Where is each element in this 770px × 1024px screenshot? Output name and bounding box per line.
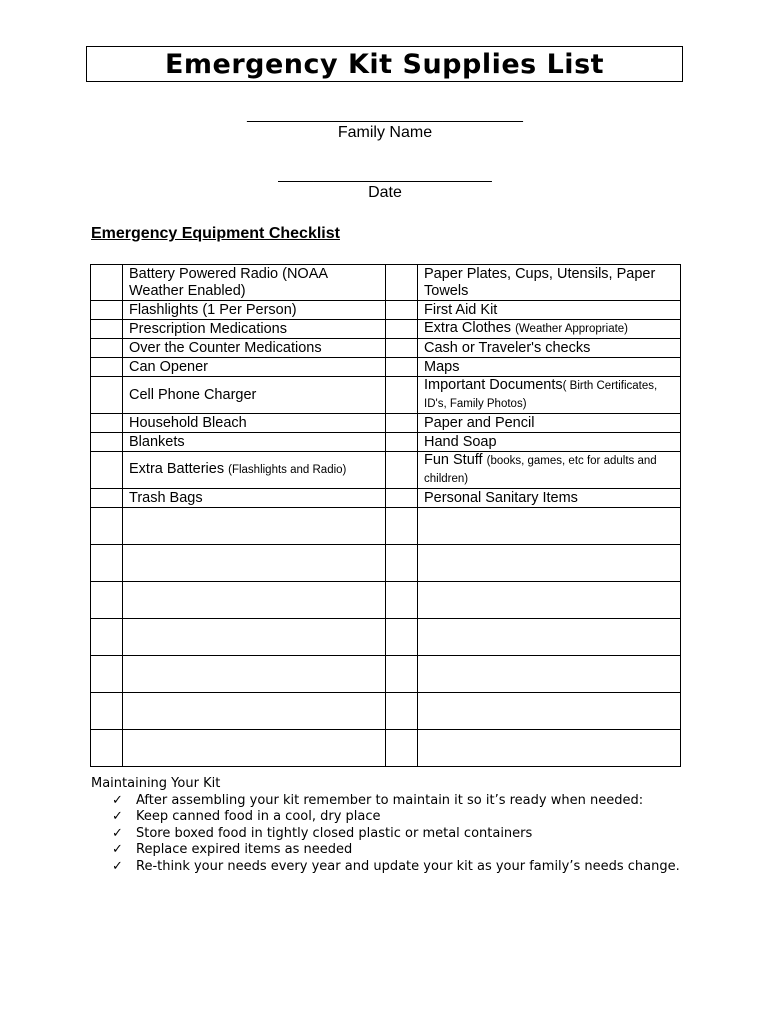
blank-item-cell[interactable] [418,582,681,619]
checkbox-cell[interactable] [386,320,418,339]
checkbox-cell[interactable] [386,619,418,656]
item-label: Trash Bags [129,489,203,506]
checkbox-cell[interactable] [91,301,123,320]
checkbox-cell[interactable] [91,358,123,377]
item-label: Flashlights (1 Per Person) [129,301,297,318]
item-cell [418,377,681,414]
list-item-text: Keep canned food in a cool, dry place [136,809,381,825]
equipment-checklist-table [90,264,681,767]
check-icon: ✓ [112,825,123,841]
item-label: Battery Powered Radio (NOAA Weather Enabled) [129,265,328,299]
item-label: Cell Phone Charger [129,386,257,403]
table-row [91,433,681,452]
page-title: Emergency Kit Supplies List [86,46,683,82]
item-label: Extra Clothes [424,320,516,336]
table-row [91,301,681,320]
maintaining-heading: Maintaining Your Kit [91,776,221,791]
item-label: Prescription Medications [129,320,287,337]
blank-item-cell[interactable] [123,619,386,656]
checkbox-cell[interactable] [91,730,123,767]
checkbox-cell[interactable] [386,452,418,489]
date-label: Date [368,184,402,201]
checkbox-cell[interactable] [386,693,418,730]
item-label: Paper and Pencil [424,414,535,431]
list-item-text: Replace expired items as needed [136,842,353,858]
item-label: Blankets [129,433,185,450]
item-label: Extra Batteries [129,461,229,477]
item-cell [123,433,386,452]
checkbox-cell[interactable] [386,730,418,767]
checklist-heading: Emergency Equipment Checklist [91,225,340,242]
maintaining-list [91,793,731,876]
item-note: ( Birth Certificates, ID's, Family Photos) [424,380,658,410]
list-item [91,842,731,859]
checkbox-cell[interactable] [386,656,418,693]
item-note: (books, games, etc for adults and children) [424,455,657,485]
item-label: Fun Stuff [424,452,487,468]
checkbox-cell[interactable] [91,508,123,545]
blank-item-cell[interactable] [418,619,681,656]
item-cell [123,320,386,339]
table-row [91,265,681,301]
blank-row [91,693,681,730]
item-cell [123,339,386,358]
checkbox-cell[interactable] [386,339,418,358]
item-cell [418,452,681,489]
checkbox-cell[interactable] [91,656,123,693]
blank-item-cell[interactable] [418,508,681,545]
item-note: (Weather Appropriate) [515,323,629,335]
list-item-text: Store boxed food in tightly closed plastic or metal containers [136,825,533,841]
item-label: First Aid Kit [424,301,498,318]
check-icon: ✓ [112,792,123,808]
item-label: Can Opener [129,358,208,375]
checkbox-cell[interactable] [386,358,418,377]
item-cell [418,339,681,358]
list-item-text: After assembling your kit remember to maintain it so it’s ready when needed: [136,792,644,808]
table-row [91,414,681,433]
checkbox-cell[interactable] [91,452,123,489]
item-label: Hand Soap [424,433,497,450]
list-item-text: Re-think your needs every year and update your kit as your family’s needs change. [136,858,680,874]
checkbox-cell[interactable] [91,582,123,619]
blank-item-cell[interactable] [123,545,386,582]
table-row [91,489,681,508]
date-line[interactable]: ________________________ [278,166,492,183]
item-cell [418,489,681,508]
checkbox-cell[interactable] [386,377,418,414]
item-cell [418,301,681,320]
table-row [91,320,681,339]
checkbox-cell[interactable] [91,619,123,656]
checkbox-cell[interactable] [386,414,418,433]
checkbox-cell[interactable] [386,265,418,301]
blank-item-cell[interactable] [418,730,681,767]
blank-row [91,619,681,656]
blank-row [91,730,681,767]
family-name-line[interactable]: _______________________________ [247,106,523,123]
checkbox-cell[interactable] [91,414,123,433]
item-label: Personal Sanitary Items [424,489,578,506]
item-cell [123,301,386,320]
list-item [91,793,731,810]
blank-row [91,508,681,545]
check-icon: ✓ [112,842,123,858]
checkbox-cell[interactable] [386,582,418,619]
blank-row [91,656,681,693]
blank-item-cell[interactable] [123,693,386,730]
item-cell [123,489,386,508]
item-label: Paper Plates, Cups, Utensils, Paper Towels [424,265,656,299]
item-label: Maps [424,358,460,375]
blank-item-cell[interactable] [418,656,681,693]
item-cell [123,414,386,433]
list-item [91,826,731,843]
blank-item-cell[interactable] [123,582,386,619]
blank-item-cell[interactable] [418,545,681,582]
table-row [91,452,681,489]
item-note: (Flashlights and Radio) [228,464,347,476]
item-cell [418,433,681,452]
item-cell [123,358,386,377]
blank-row [91,545,681,582]
check-icon: ✓ [112,809,123,825]
item-label: Cash or Traveler's checks [424,339,591,356]
item-label: Important Documents [424,377,563,393]
check-icon: ✓ [112,858,123,874]
table-row [91,377,681,414]
checkbox-cell[interactable] [386,545,418,582]
blank-item-cell[interactable] [123,730,386,767]
family-name-label: Family Name [337,124,433,141]
checkbox-cell[interactable] [91,377,123,414]
checkbox-cell[interactable] [91,320,123,339]
checkbox-cell[interactable] [91,489,123,508]
item-cell [418,320,681,339]
checkbox-cell[interactable] [91,433,123,452]
item-label: Over the Counter Medications [129,339,322,356]
checkbox-cell[interactable] [386,489,418,508]
blank-item-cell[interactable] [418,693,681,730]
blank-item-cell[interactable] [123,508,386,545]
item-cell [123,452,386,489]
blank-item-cell[interactable] [123,656,386,693]
item-label: Household Bleach [129,414,247,431]
checkbox-cell[interactable] [91,545,123,582]
checkbox-cell[interactable] [91,265,123,301]
checkbox-cell[interactable] [91,339,123,358]
blank-row [91,582,681,619]
list-item [91,809,731,826]
list-item [91,859,731,876]
checkbox-cell[interactable] [386,508,418,545]
item-cell [123,265,386,301]
checkbox-cell[interactable] [386,301,418,320]
item-cell [418,265,681,301]
item-cell [123,377,386,414]
item-cell [418,358,681,377]
checkbox-cell[interactable] [91,693,123,730]
item-cell [418,414,681,433]
maintaining-section [91,776,731,876]
table-row [91,339,681,358]
table-row [91,358,681,377]
checkbox-cell[interactable] [386,433,418,452]
